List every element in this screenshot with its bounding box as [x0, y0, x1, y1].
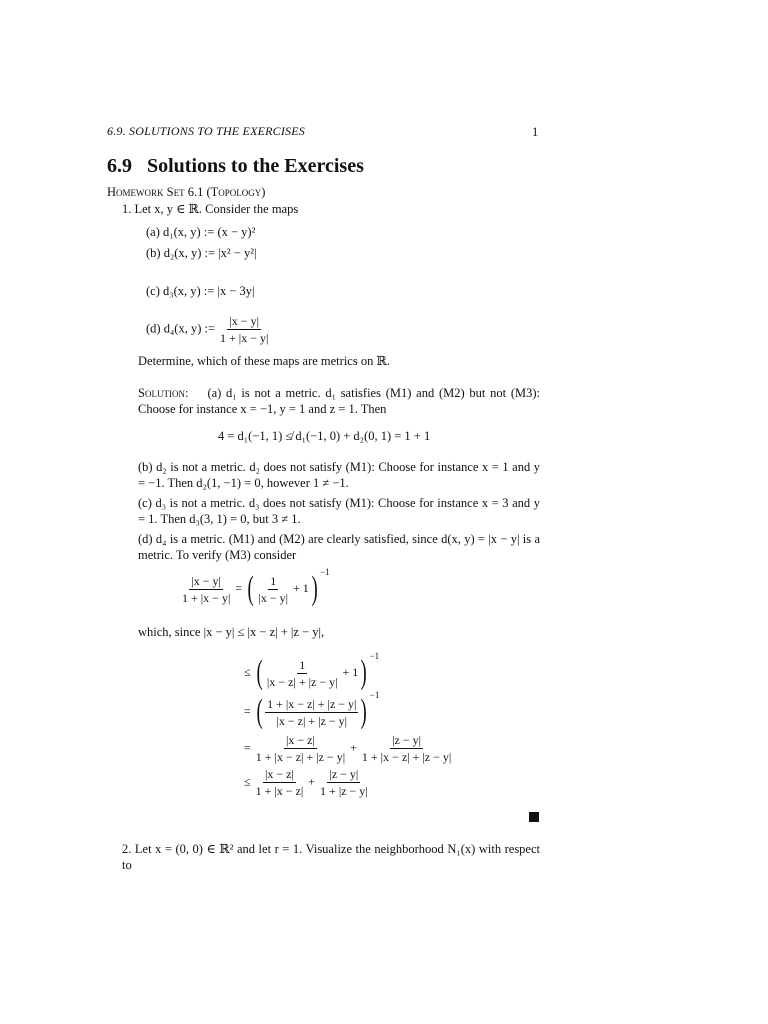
map-d: [146, 314, 270, 345]
solution-label: Solution:: [138, 386, 189, 400]
chain2-fraction: [265, 697, 358, 728]
chain2-den: |x − z| + |z − y|: [276, 713, 348, 728]
equals-sign: =: [235, 580, 243, 595]
chain-line-2: [244, 689, 380, 730]
chain3-den-2: 1 + |x − z| + |z − y|: [361, 750, 452, 764]
chain-line-4: [244, 767, 370, 798]
chain3-num-2: |z − y|: [392, 733, 422, 747]
identity-lhs-num: |x − y|: [191, 573, 221, 588]
identity-inner-fraction: [256, 574, 290, 605]
solution-b: (b) d₂ is not a metric. d₂ does not satisfy (M1): Choose for instance x = 1 and y = −1. Then d₂(1, −1) = 0, however 1 ≠ −1.: [138, 460, 540, 490]
map-c: (c) d₃(x, y) := |x − 3y|: [146, 284, 255, 298]
inverse-exponent: −1: [369, 689, 380, 700]
chain3-den-1: 1 + |x − z| + |z − y|: [255, 750, 346, 764]
chain4-den-2: 1 + |z − y|: [320, 784, 368, 798]
le-sign: ≤: [244, 664, 251, 679]
inverse-exponent: −1: [320, 566, 330, 577]
chain-line-1: [244, 650, 380, 691]
homework-label: [107, 184, 265, 200]
plus-sign: +: [308, 774, 316, 789]
qed-square: [529, 812, 539, 822]
section-number: 6.9: [107, 155, 132, 177]
exercise-1-intro: 1. Let x, y ∈ ℝ. Consider the maps: [122, 202, 299, 216]
inner-den: |x − y|: [258, 590, 289, 605]
chain4-num-2: |z − y|: [329, 767, 359, 781]
identity-equation: [180, 566, 330, 607]
map-d-fraction: [218, 314, 270, 345]
equals-sign: =: [244, 740, 251, 755]
map-d-numerator: |x − y|: [229, 314, 259, 328]
map-b: (b) d₂(x, y) := |x² − y²|: [146, 246, 257, 260]
chain3-fraction-2: [360, 733, 453, 764]
chain1-num: 1: [299, 657, 306, 672]
map-d-denominator: 1 + |x − y|: [220, 331, 269, 345]
chain1-den: |x − z| + |z − y|: [266, 674, 338, 689]
exercise-2-text: 2. Let x = (0, 0) ∈ ℝ² and let r = 1. Visualize the neighborhood N₁(x) with respect to: [122, 842, 540, 872]
equals-sign: =: [244, 703, 251, 718]
chain3-num-1: |x − z|: [286, 733, 315, 747]
page-number: 1: [532, 125, 539, 139]
chain2-num: 1 + |x − z| + |z − y|: [267, 696, 357, 711]
solution-a-text: (a) d₁ is not a metric. d₁ satisfies (M1) and (M2) but not (M3): Choose for instance x = −1, y = 1 and z = 1. Then: [138, 386, 541, 416]
homework-topic: (Topology): [206, 185, 266, 199]
running-header: 6.9. SOLUTIONS TO THE EXERCISES: [107, 124, 305, 138]
map-d-label: (d) d₄(x, y) :=: [146, 321, 216, 336]
right-paren: ): [361, 693, 368, 730]
le-sign: ≤: [244, 774, 251, 789]
left-paren: (: [256, 654, 263, 691]
solution-a-equation: 4 = d₁(−1, 1) ≰ d₁(−1, 0) + d₂(0, 1) = 1 + 1: [218, 429, 431, 443]
plus-sign: +: [350, 740, 357, 755]
chain4-fraction-1: [254, 767, 306, 798]
right-paren: ): [311, 570, 318, 607]
identity-lhs-den: 1 + |x − y|: [182, 590, 231, 605]
chain4-fraction-2: [318, 767, 370, 798]
solution-d: (d) d₄ is a metric. (M1) and (M2) are clearly satisfied, since d(x, y) = |x − y| is a metric. To verify (M3) consider: [138, 532, 540, 562]
plus-one: + 1: [293, 580, 309, 595]
chain4-den-1: 1 + |x − z|: [255, 784, 304, 798]
chain1-fraction: [265, 658, 340, 689]
homework-set: Homework Set 6.1: [107, 185, 204, 199]
identity-lhs: [180, 574, 232, 605]
plus-one: + 1: [342, 664, 359, 679]
chain-line-3: [244, 733, 453, 764]
solution-a: [138, 385, 540, 417]
chain3-fraction-1: [254, 733, 347, 764]
exercise-1-question: Determine, which of these maps are metrics on ℝ.: [138, 354, 390, 368]
inverse-exponent: −1: [369, 650, 380, 661]
left-paren: (: [247, 570, 254, 607]
right-paren: ): [360, 654, 368, 691]
inner-num: 1: [270, 573, 277, 588]
solution-c: (c) d₃ is not a metric. d₃ does not satisfy (M1): Choose for instance x = 3 and y = 1. Then d₃(3, 1) = 0, but 3 ≠ 1.: [138, 496, 540, 526]
which-since: which, since |x − y| ≤ |x − z| + |z − y|,: [138, 625, 325, 639]
section-title: Solutions to the Exercises: [147, 155, 364, 177]
left-paren: (: [256, 693, 263, 730]
map-a: (a) d₁(x, y) := (x − y)²: [146, 225, 256, 239]
section-heading: [107, 155, 364, 178]
chain4-num-1: |x − z|: [264, 767, 294, 781]
